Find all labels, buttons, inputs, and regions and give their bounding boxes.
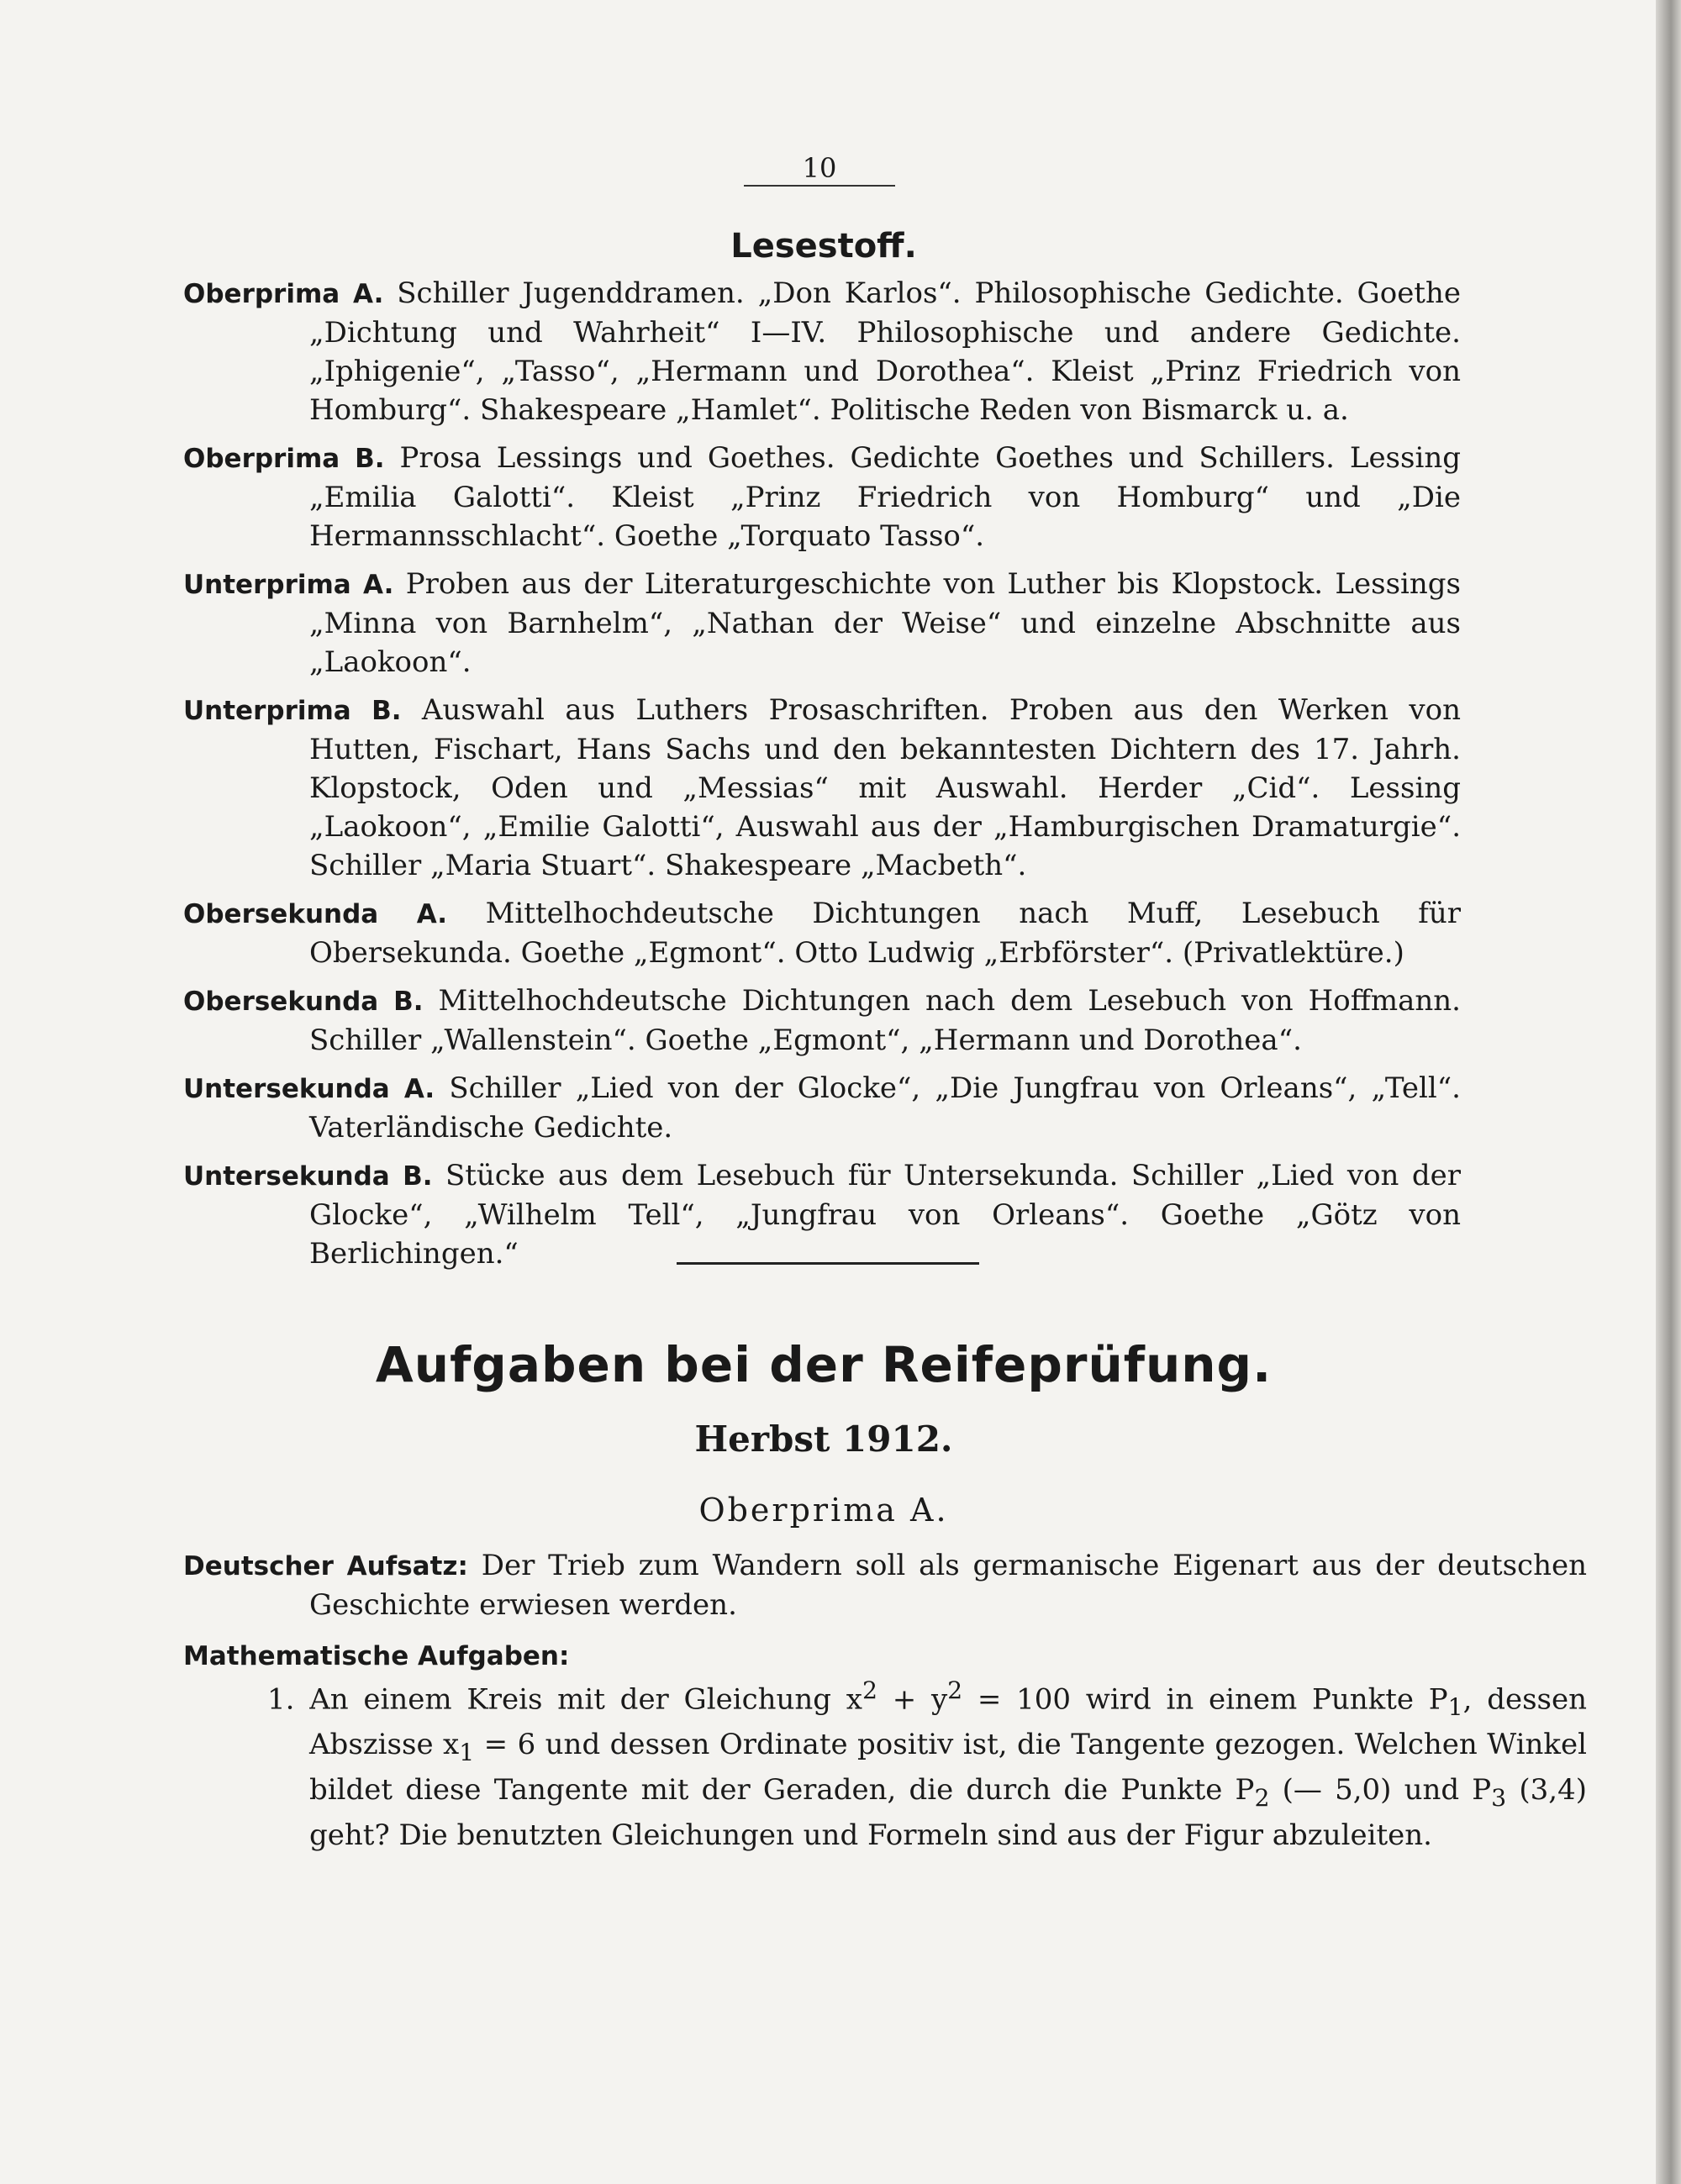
lesestoff-entry-unterprima-b — [183, 691, 1461, 885]
lesestoff-entry-untersekunda-b — [183, 1156, 1461, 1273]
lesestoff-heading: Lesestoff. — [730, 227, 917, 266]
essay-text: Der Trieb zum Wandern soll als germanische Eigenart aus der deutschen Geschichte erwiesen werden. — [309, 1549, 1588, 1622]
task-number: 1. — [267, 1682, 295, 1717]
superscript: 2 — [862, 1676, 877, 1704]
essay-assignment — [183, 1546, 1587, 1624]
entry-label: Obersekunda B. — [183, 987, 424, 1017]
lesestoff-entry-obersekunda-a — [183, 894, 1461, 972]
entry-text: Schiller Jugenddramen. „Don Karlos“. Philosophische Gedichte. Goethe „Dichtung und Wahrheit“ I—IV. Philosophische und andere Gedichte. „Iphigenie“, „Tasso“, „Hermann und Dorothea“. Kleist „Prinz Friedrich von Homburg“. Shakespeare „Hamlet“. Politische Reden von Bismarck u. a. — [309, 276, 1461, 427]
entry-text: Stücke aus dem Lesebuch für Untersekunda. Schiller „Lied von der Glocke“, „Wilhelm Tell“, „Jungfrau von Orleans“. Goethe „Götz von Berlichingen.“ — [309, 1159, 1461, 1271]
subscript: 1 — [459, 1738, 475, 1766]
subscript: 2 — [1254, 1783, 1270, 1812]
entry-label: Unterprima A. — [183, 570, 394, 600]
math-task-1 — [183, 1672, 1587, 1854]
entry-label: Unterprima B. — [183, 696, 402, 726]
task-text: An einem Kreis mit der Gleichung x — [309, 1682, 862, 1717]
entry-text: Mittelhochdeutsche Dichtungen nach Muff, Lesebuch für Obersekunda. Goethe „Egmont“. Otto Ludwig „Erbförster“. (Privatlektüre.) — [309, 897, 1461, 970]
entry-text: Proben aus der Literaturgeschichte von Luther bis Klopstock. Lessings „Minna von Barnhelm“, „Nathan der Weise“ und einzelne Abschnitte aus „Laokoon“. — [309, 567, 1461, 679]
entry-label: Untersekunda B. — [183, 1161, 433, 1192]
lesestoff-entry-oberprima-a — [183, 274, 1461, 429]
task-text: (— 5,0) und P — [1269, 1772, 1492, 1807]
entry-label: Untersekunda A. — [183, 1074, 435, 1104]
page-number: 10 — [744, 151, 895, 187]
lesestoff-entry-obersekunda-b — [183, 981, 1461, 1060]
lesestoff-entry-untersekunda-a — [183, 1069, 1461, 1147]
entry-text: Auswahl aus Luthers Prosaschriften. Proben aus den Werken von Hutten, Fischart, Hans Sachs und den bekanntesten Dichtern des 17. Jahrh. Klopstock, Oden und „Messias“ mit Auswahl. Herder „Cid“. Lessing „Laokoon“, „Emilie Galotti“, Auswahl aus der „Hamburgischen Dramaturgie“. Schiller „Maria Stuart“. Shakespeare „Macbeth“. — [309, 693, 1461, 882]
math-heading: Mathematische Aufgaben: — [183, 1641, 570, 1671]
entry-text: Prosa Lessings und Goethes. Gedichte Goethes und Schillers. Lessing „Emilia Galotti“. Kleist „Prinz Friedrich von Homburg“ und „Die Hermannsschlacht“. Goethe „Torquato Tasso“. — [309, 441, 1461, 553]
lesestoff-entry-unterprima-a — [183, 565, 1461, 682]
page-edge-shadow — [1656, 0, 1681, 2184]
term-heading: Herbst 1912. — [694, 1418, 953, 1460]
lesestoff-list — [183, 274, 1461, 1282]
lesestoff-entry-oberprima-b — [183, 439, 1461, 555]
entry-label: Oberprima A. — [183, 279, 384, 309]
class-heading: Oberprima A. — [698, 1492, 949, 1529]
reifepruefung-heading: Aufgaben bei der Reifeprüfung. — [375, 1336, 1273, 1393]
entry-text: Schiller „Lied von der Glocke“, „Die Jungfrau von Orleans“, „Tell“. Vaterländische Gedichte. — [309, 1071, 1461, 1145]
entry-label: Obersekunda A. — [183, 899, 448, 929]
subscript: 1 — [1447, 1693, 1463, 1722]
subscript: 3 — [1491, 1783, 1507, 1812]
essay-label: Deutscher Aufsatz: — [183, 1551, 468, 1581]
superscript: 2 — [947, 1676, 963, 1704]
task-text: = 100 wird in einem Punkte P — [962, 1682, 1448, 1717]
task-text: = 6 und dessen Ordinate positiv ist, die Tangente gezogen. Welchen Winkel bildet diese Tangente mit der Geraden, die durch die Punkte P — [309, 1728, 1587, 1807]
task-text: + y — [877, 1682, 948, 1717]
entry-text: Mittelhochdeutsche Dichtungen nach dem Lesebuch von Hoffmann. Schiller „Wallenstein“. Goethe „Egmont“, „Hermann und Dorothea“. — [309, 984, 1461, 1057]
section-divider — [677, 1262, 979, 1265]
task-text: (3,4) geht? Die benutzten Gleichungen und Formeln sind aus der Figur abzuleiten. — [309, 1772, 1587, 1852]
task-text: , dessen Abszisse x — [309, 1682, 1587, 1762]
entry-label: Oberprima B. — [183, 444, 385, 474]
